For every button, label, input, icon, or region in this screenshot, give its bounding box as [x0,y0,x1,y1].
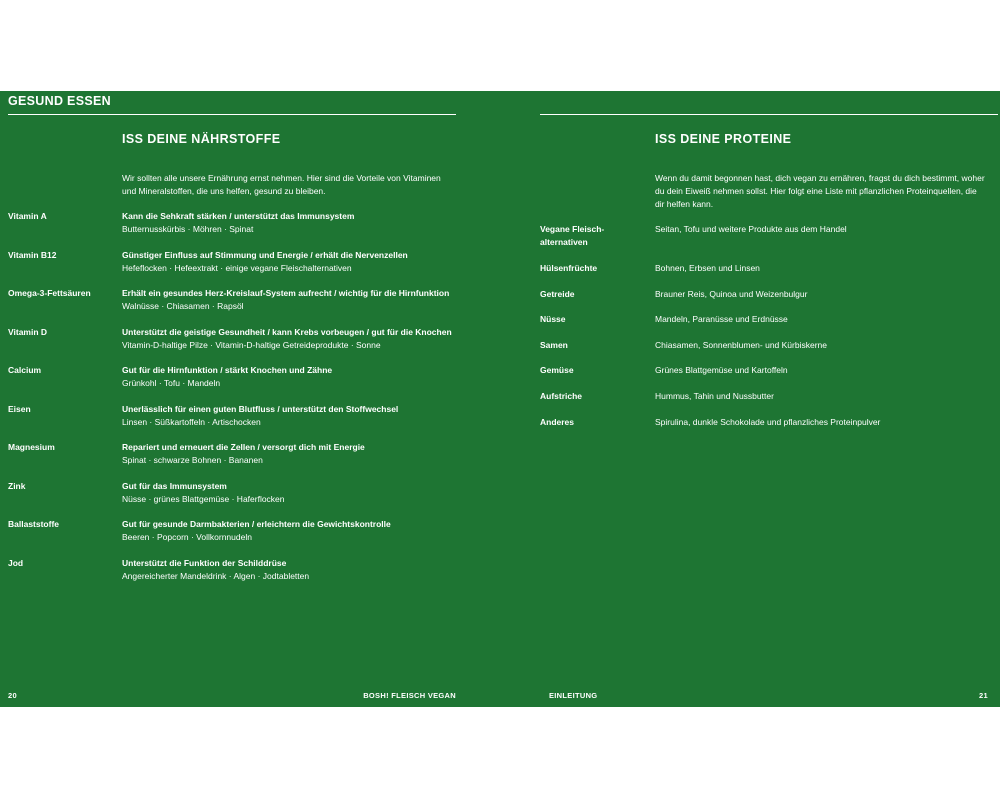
nutrient-benefit: Unterstützt die geistige Gesundheit / kann Krebs vorbeugen / gut für die Knochen [122,327,452,337]
protein-sources: Hummus, Tahin und Nussbutter [655,391,774,401]
protein-sources: Grünes Blattgemüse und Kartoffeln [655,365,788,375]
protein-sources: Mandeln, Paranüsse und Erdnüsse [655,314,788,324]
protein-sources: Bohnen, Erbsen und Linsen [655,263,760,273]
nutrient-sources: Angereicherter Mandeldrink · Algen · Jodtabletten [122,571,310,581]
top-rule-left [8,114,456,115]
nutrient-benefit: Gut für die Hirnfunktion / stärkt Knochen und Zähne [122,365,333,375]
protein-category: Hülsenfrüchte [540,263,598,273]
proteins-heading: ISS DEINE PROTEINE [655,132,792,146]
nutrient-name: Jod [8,558,24,568]
nutrient-sources: Spinat · schwarze Bohnen · Bananen [122,455,263,465]
nutrient-benefit: Unterstützt die Funktion der Schilddrüse [122,558,287,568]
footer-section-title: EINLEITUNG [549,691,598,700]
protein-category: Samen [540,340,568,350]
left-page [0,91,500,707]
protein-category: Aufstriche [540,391,583,401]
nutrient-benefit: Gut für gesunde Darmbakterien / erleichtern die Gewichtskontrolle [122,519,391,529]
nutrient-sources: Walnüsse · Chiasamen · Rapsöl [122,301,244,311]
nutrient-sources: Linsen · Süßkartoffeln · Artischocken [122,417,261,427]
nutrient-sources: Beeren · Popcorn · Vollkornnudeln [122,532,252,542]
top-rule-right [540,114,998,115]
nutrient-benefit: Repariert und erneuert die Zellen / versorgt dich mit Energie [122,442,365,452]
nutrient-benefit: Günstiger Einfluss auf Stimmung und Energie / erhält die Nervenzellen [122,250,408,260]
book-spread [0,91,1000,707]
nutrient-benefit: Kann die Sehkraft stärken / unterstützt das Immunsystem [122,211,355,221]
nutrient-name: Magnesium [8,442,55,452]
nutrient-sources: Nüsse · grünes Blattgemüse · Haferflocken [122,494,285,504]
protein-sources: Seitan, Tofu und weitere Produkte aus dem Handel [655,224,847,234]
protein-category: Anderes [540,417,575,427]
nutrient-name: Omega-3-Fettsäuren [8,288,91,298]
proteins-intro: Wenn du damit begonnen hast, dich vegan zu ernähren, fragst du dich bestimmt, woher du dein Eiweiß nehmen sollst. Hier folgt eine Liste mit pflanzlichen Proteinquellen, die dir helfen kann. [655,173,985,209]
nutrient-benefit: Gut für das Immunsystem [122,481,227,491]
section-label: GESUND ESSEN [8,94,111,108]
footer-book-title: BOSH! FLEISCH VEGAN [363,691,456,700]
nutrient-benefit: Unerlässlich für einen guten Blutfluss / unterstützt den Stoffwechsel [122,404,399,414]
protein-category: Getreide [540,289,575,299]
nutrient-name: Vitamin D [8,327,48,337]
nutrients-intro: Wir sollten alle unsere Ernährung ernst nehmen. Hier sind die Vorteile von Vitaminen und Mineralstoffen, die uns helfen, gesund zu bleiben. [122,173,441,196]
nutrient-name: Ballaststoffe [8,519,60,529]
nutrient-name: Eisen [8,404,31,414]
protein-sources: Brauner Reis, Quinoa und Weizenbulgur [655,289,808,299]
nutrient-sources: Hefeflocken · Hefeextrakt · einige vegane Fleischalternativen [122,263,352,273]
nutrient-sources: Butternusskürbis · Möhren · Spinat [122,224,254,234]
nutrient-sources: Vitamin-D-haltige Pilze · Vitamin-D-haltige Getreideprodukte · Sonne [122,340,381,350]
nutrient-name: Vitamin A [8,211,47,221]
protein-sources: Chiasamen, Sonnenblumen- und Kürbiskerne [655,340,827,350]
nutrient-name: Zink [8,481,26,491]
nutrient-benefit: Erhält ein gesundes Herz-Kreislauf-System aufrecht / wichtig für die Hirnfunktion [122,288,450,298]
nutrients-heading: ISS DEINE NÄHRSTOFFE [122,132,281,146]
page-number-right: 21 [979,691,988,700]
page-number-left: 20 [8,691,17,700]
nutrient-sources: Grünkohl · Tofu · Mandeln [122,378,221,388]
nutrient-name: Calcium [8,365,42,375]
protein-category: Vegane Fleischalternativen [540,224,605,247]
protein-category: Gemüse [540,365,574,375]
protein-sources: Spirulina, dunkle Schokolade und pflanzliches Proteinpulver [655,417,881,427]
nutrient-name: Vitamin B12 [8,250,57,260]
right-page [500,91,1000,707]
protein-category: Nüsse [540,314,566,324]
